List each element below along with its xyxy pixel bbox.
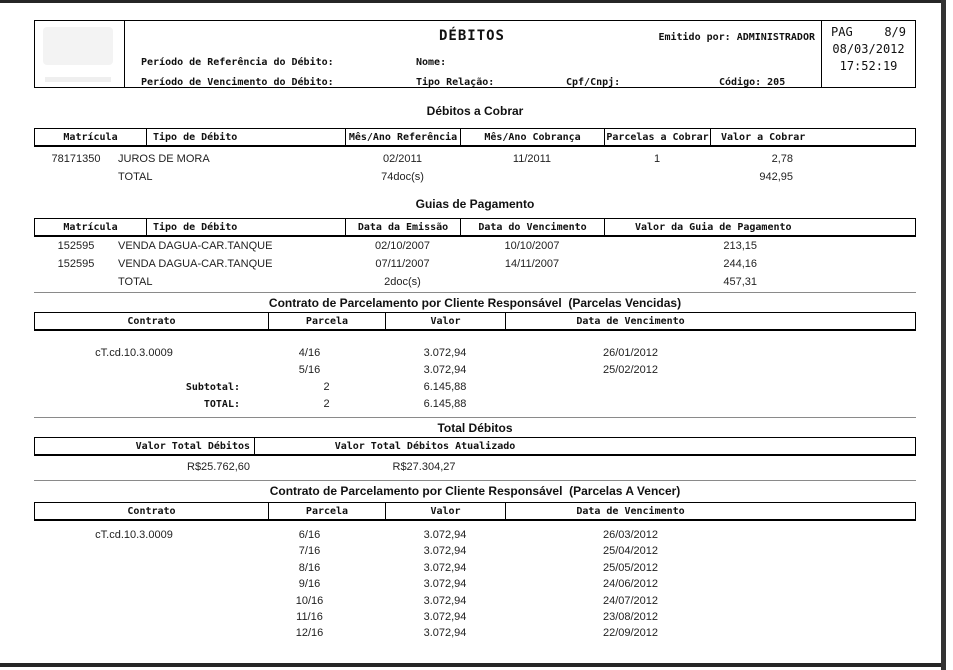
cell-parcelas: 1: [653, 153, 661, 165]
column-header: Parcelas a Cobrar: [605, 129, 711, 145]
logo-ghost-caption: [45, 77, 111, 82]
table-total-row: [34, 273, 916, 291]
pag-label: PAG: [831, 25, 853, 39]
cell-tipo-debito: VENDA DAGUA-CAR.TANQUE: [118, 240, 273, 252]
cell-valor: 3.072,94: [423, 529, 467, 541]
report-date: 08/03/2012: [832, 42, 905, 56]
table-row: [34, 527, 916, 543]
cell-data-vencimento: 23/08/2012: [602, 610, 659, 623]
cell-valor: 3.072,94: [423, 594, 467, 607]
cell-data-vencimento: 10/10/2007: [504, 240, 560, 252]
cell-parcela: 11/16: [296, 610, 323, 623]
column-header: Valor Total Débitos Atualizado: [334, 440, 516, 452]
cell-empty: [34, 273, 118, 291]
field-nome: Nome:: [416, 57, 447, 68]
table-body-parcelas-a-vencer: [34, 527, 916, 642]
cell-tipo-debito: VENDA DAGUA-CAR.TANQUE: [118, 258, 273, 270]
section-separator: [34, 292, 916, 293]
cell-data-vencimento: 24/07/2012: [602, 594, 659, 607]
cell-empty: [460, 273, 604, 291]
cell-data-vencimento: 25/04/2012: [602, 545, 659, 558]
cell-subtotal-valor: 6.145,88: [423, 381, 467, 393]
column-header: Valor a Cobrar: [721, 131, 806, 143]
cell-valor-total-atualizado: R$27.304,27: [392, 461, 456, 473]
cell-parcela: 10/16: [295, 594, 324, 607]
column-header: Tipo de Débito: [147, 129, 346, 145]
table-row: [34, 237, 916, 255]
cell-doc-count: 74doc(s): [381, 171, 424, 183]
table-total-row: [34, 168, 916, 186]
cell-valor: 3.072,94: [423, 561, 467, 574]
cell-contrato: [34, 609, 234, 625]
cell-contrato: [34, 362, 234, 379]
section-title-parcelas-vencidas: Contrato de Parcelamento por Cliente Responsável (Parcelas Vencidas): [268, 296, 682, 310]
cell-empty: [34, 168, 118, 186]
table-header-parcelas-a-vencer: [34, 502, 916, 521]
column-header: Tipo de Débito: [147, 219, 346, 235]
field-tipo-relacao: Tipo Relação:: [416, 77, 495, 88]
table-row: [34, 255, 916, 273]
cell-total-label: TOTAL:: [203, 399, 240, 410]
table-body-parcelas-vencidas: [34, 345, 916, 413]
cell-valor: 3.072,94: [423, 627, 467, 640]
cell-parcela-count: 2: [323, 398, 330, 410]
table-header-parcelas-vencidas: [34, 312, 916, 331]
cell-total-valor: 942,95: [759, 171, 793, 183]
emitted-by-label: Emitido por: ADMINISTRADOR: [658, 32, 815, 43]
column-header: Valor: [386, 313, 506, 329]
cell-doc-count: 2doc(s): [384, 276, 421, 288]
cell-data-emissao: 02/10/2007: [374, 240, 431, 252]
cell-empty: [505, 379, 916, 396]
cell-tipo-debito: JUROS DE MORA: [118, 153, 210, 165]
column-header: Contrato: [35, 503, 269, 519]
section-title-total-debitos: Total Débitos: [437, 421, 513, 435]
cell-data-emissao: 07/11/2007: [375, 258, 430, 270]
logo-ghost-image: [43, 27, 113, 65]
cell-parcela: 6/16: [298, 529, 321, 541]
cell-contrato: [34, 560, 234, 576]
column-header: Contrato: [35, 313, 269, 329]
table-row: [34, 345, 916, 362]
cell-valor: 3.072,94: [423, 545, 467, 558]
report-content: [34, 0, 916, 670]
cell-valor-guia: 244,16: [723, 258, 757, 270]
table-header-total-debitos: [34, 437, 916, 456]
field-periodo-vencimento: Período de Vencimento do Débito:: [141, 77, 334, 88]
cell-data-vencimento: 25/02/2012: [602, 364, 659, 376]
cell-contrato: cT.cd.10.3.0009: [95, 347, 173, 359]
table-row: [34, 593, 916, 609]
logo-placeholder: [35, 21, 125, 87]
cell-total-label: TOTAL: [118, 171, 153, 183]
cell-empty: [460, 168, 604, 186]
column-header: Matrícula: [35, 129, 147, 145]
section-separator: [34, 417, 916, 418]
column-header: Valor da Guia de Pagamento: [635, 221, 792, 233]
cell-valor: 3.072,94: [423, 578, 467, 591]
cell-parcela: 8/16: [298, 561, 321, 574]
cell-matricula: 152595: [57, 240, 95, 252]
cell-parcela: 5/16: [298, 364, 321, 376]
column-header: Data do Vencimento: [461, 219, 605, 235]
cell-data-vencimento: 14/11/2007: [504, 258, 560, 270]
column-header-filler: [595, 438, 915, 454]
field-periodo-referencia: Período de Referência do Débito:: [141, 57, 334, 68]
column-header: Valor Total Débitos: [35, 438, 255, 454]
column-header: Data da Emissão: [346, 219, 461, 235]
table-row: [34, 362, 916, 379]
table-body-debitos-a-cobrar: [34, 150, 916, 186]
cell-data-vencimento: 26/03/2012: [602, 529, 659, 541]
column-header: Data de Vencimento: [576, 505, 685, 517]
column-header: Matrícula: [35, 219, 147, 235]
scrollbar[interactable]: [941, 0, 946, 670]
report-time: 17:52:19: [839, 59, 898, 73]
cell-valor: 3.072,94: [423, 364, 467, 376]
table-row: [34, 609, 916, 625]
cell-empty: [505, 396, 916, 413]
cell-parcela: 9/16: [298, 578, 321, 591]
cell-mes-ano-referencia: 02/2011: [383, 153, 422, 165]
pag-value: 8/9: [884, 25, 906, 39]
cell-contrato: [34, 576, 234, 592]
cell-contrato: [34, 625, 234, 641]
cell-valor: 3.072,94: [423, 610, 467, 623]
cell-data-vencimento: 22/09/2012: [602, 627, 659, 640]
table-row: [34, 560, 916, 576]
column-header: Mês/Ano Referência: [346, 129, 461, 145]
cell-matricula: 78171350: [51, 153, 101, 165]
cell-mes-ano-cobranca: 11/2011: [512, 153, 552, 165]
table-header-debitos-a-cobrar: [34, 128, 916, 147]
report-header: [34, 20, 916, 88]
cell-data-vencimento: 25/05/2012: [602, 561, 659, 574]
table-row: [34, 150, 916, 168]
table-total-row: [34, 396, 916, 413]
cell-valor: 2,78: [771, 153, 793, 165]
cell-contrato: cT.cd.10.3.0009: [95, 529, 173, 541]
cell-contrato: [34, 543, 234, 559]
column-header: Parcela: [269, 313, 386, 329]
table-row: [34, 576, 916, 592]
cell-valor: 3.072,94: [423, 347, 467, 359]
cell-parcela-count: 2: [323, 381, 330, 393]
cell-total-label: TOTAL: [118, 276, 153, 288]
cell-total-valor: 6.145,88: [423, 398, 467, 410]
page-info-box: [821, 21, 915, 87]
table-row: [34, 458, 916, 476]
table-body-guias-pagamento: [34, 237, 916, 291]
table-header-guias-pagamento: [34, 218, 916, 237]
cell-empty: [604, 168, 710, 186]
table-row: [34, 543, 916, 559]
cell-parcela: 12/16: [295, 627, 324, 640]
cell-data-vencimento: 26/01/2012: [602, 347, 659, 359]
cell-parcela: 7/16: [298, 545, 321, 558]
cell-valor-total: R$25.762,60: [187, 461, 250, 473]
cell-subtotal-label: Subtotal:: [185, 382, 240, 393]
cell-data-vencimento: 24/06/2012: [602, 578, 659, 591]
section-separator: [34, 480, 916, 481]
cell-matricula: 152595: [57, 258, 95, 270]
cell-valor-guia: 213,15: [723, 240, 757, 252]
cell-contrato: [34, 593, 234, 609]
table-body-total-debitos: [34, 458, 916, 476]
field-codigo: Código: 205: [719, 77, 786, 88]
column-header: Data de Vencimento: [576, 315, 685, 327]
report-title: DÉBITOS: [438, 28, 505, 44]
field-cpf-cnpj: Cpf/Cnpj:: [566, 77, 621, 88]
table-subtotal-row: [34, 379, 916, 396]
section-title-debitos-a-cobrar: Débitos a Cobrar: [426, 104, 524, 118]
table-row: [34, 625, 916, 641]
cell-total-valor: 457,31: [723, 276, 757, 288]
column-header: Mês/Ano Cobrança: [461, 129, 605, 145]
column-header: Parcela: [269, 503, 386, 519]
section-title-guias-pagamento: Guias de Pagamento: [415, 197, 535, 211]
section-title-parcelas-a-vencer: Contrato de Parcelamento por Cliente Responsável (Parcelas A Vencer): [269, 484, 681, 498]
column-header: Valor: [386, 503, 506, 519]
cell-parcela: 4/16: [298, 347, 321, 359]
